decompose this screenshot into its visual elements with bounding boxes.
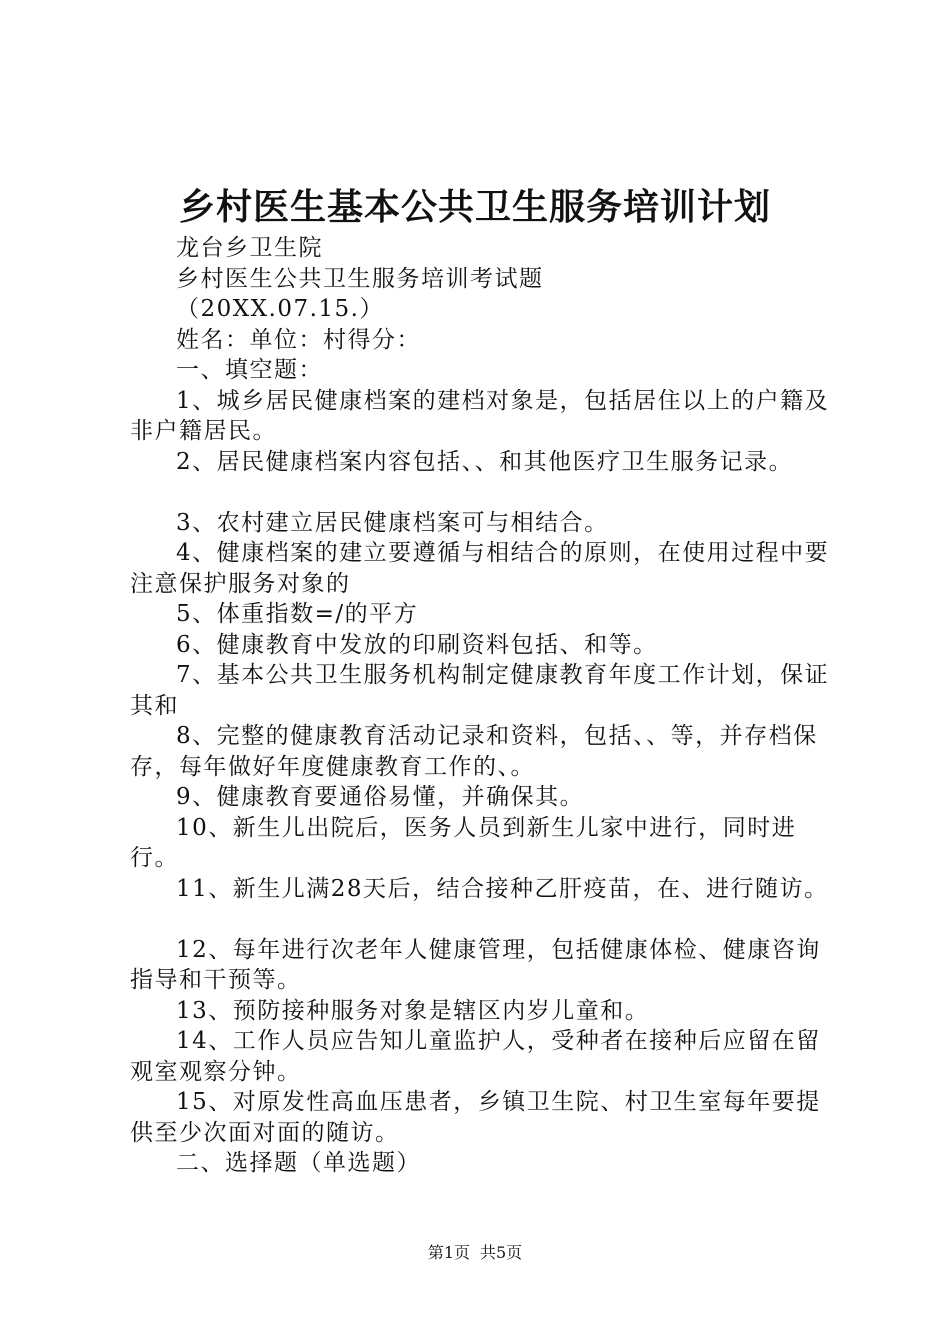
header-line-date: （20XX.07.15.） (176, 296, 384, 322)
document-title: 乡村医生基本公共卫生服务培训计划 (178, 186, 771, 228)
question-item-10: 10、新生儿出院后，医务人员到新生儿家中进行，同时进行。 (130, 814, 797, 871)
page-footer (0, 1243, 950, 1263)
question-item-4: 4、健康档案的建立要遵循与相结合的原则，在使用过程中要注意保护服务对象的 (130, 540, 830, 597)
page-total: 共5页 (480, 1243, 523, 1262)
question-item-1: 1、城乡居民健康档案的建档对象是，包括居住以上的户籍及非户籍居民。 (130, 387, 830, 444)
question-item-9: 9、健康教育要通俗易懂，并确保其。 (176, 784, 585, 810)
section-heading-multiple-choice: 二、选择题（单选题） (176, 1150, 421, 1176)
header-line-hospital: 龙台乡卫生院 (176, 235, 323, 261)
question-item-8: 8、完整的健康教育活动记录和资料，包括、、等，并存档保存，每年做好年度健康教育工作的、。 (130, 723, 818, 780)
header-line-name-fields: 姓名：单位：村得分： (176, 326, 421, 353)
question-item-12: 12、每年进行次老年人健康管理，包括健康体检、健康咨询指导和干预等。 (130, 936, 821, 993)
page-number: 第1页 (427, 1243, 470, 1262)
document-body (130, 233, 840, 1179)
question-item-14: 14、工作人员应告知儿童监护人，受种者在接种后应留在留观室观察分钟。 (130, 1028, 821, 1085)
question-item-6: 6、健康教育中发放的印刷资料包括、和等。 (176, 631, 658, 658)
question-item-15: 15、对原发性高血压患者，乡镇卫生院、村卫生室每年要提供至少次面对面的随访。 (130, 1089, 821, 1146)
section-heading-fill-blank: 一、填空题： (176, 357, 323, 383)
question-item-11: 11、新生儿满28天后，结合接种乙肝疫苗，在、进行随访。 (176, 875, 829, 902)
question-item-2: 2、居民健康档案内容包括、、和其他医疗卫生服务记录。 (176, 448, 794, 475)
question-item-3: 3、农村建立居民健康档案可与相结合。 (176, 509, 609, 536)
question-item-5: 5、体重指数=/的平方 (176, 601, 419, 627)
question-item-7: 7、基本公共卫生服务机构制定健康教育年度工作计划，保证其和 (130, 662, 830, 719)
header-line-exam-title: 乡村医生公共卫生服务培训考试题 (176, 265, 544, 292)
question-item-13: 13、预防接种服务对象是辖区内岁儿童和。 (176, 997, 650, 1024)
